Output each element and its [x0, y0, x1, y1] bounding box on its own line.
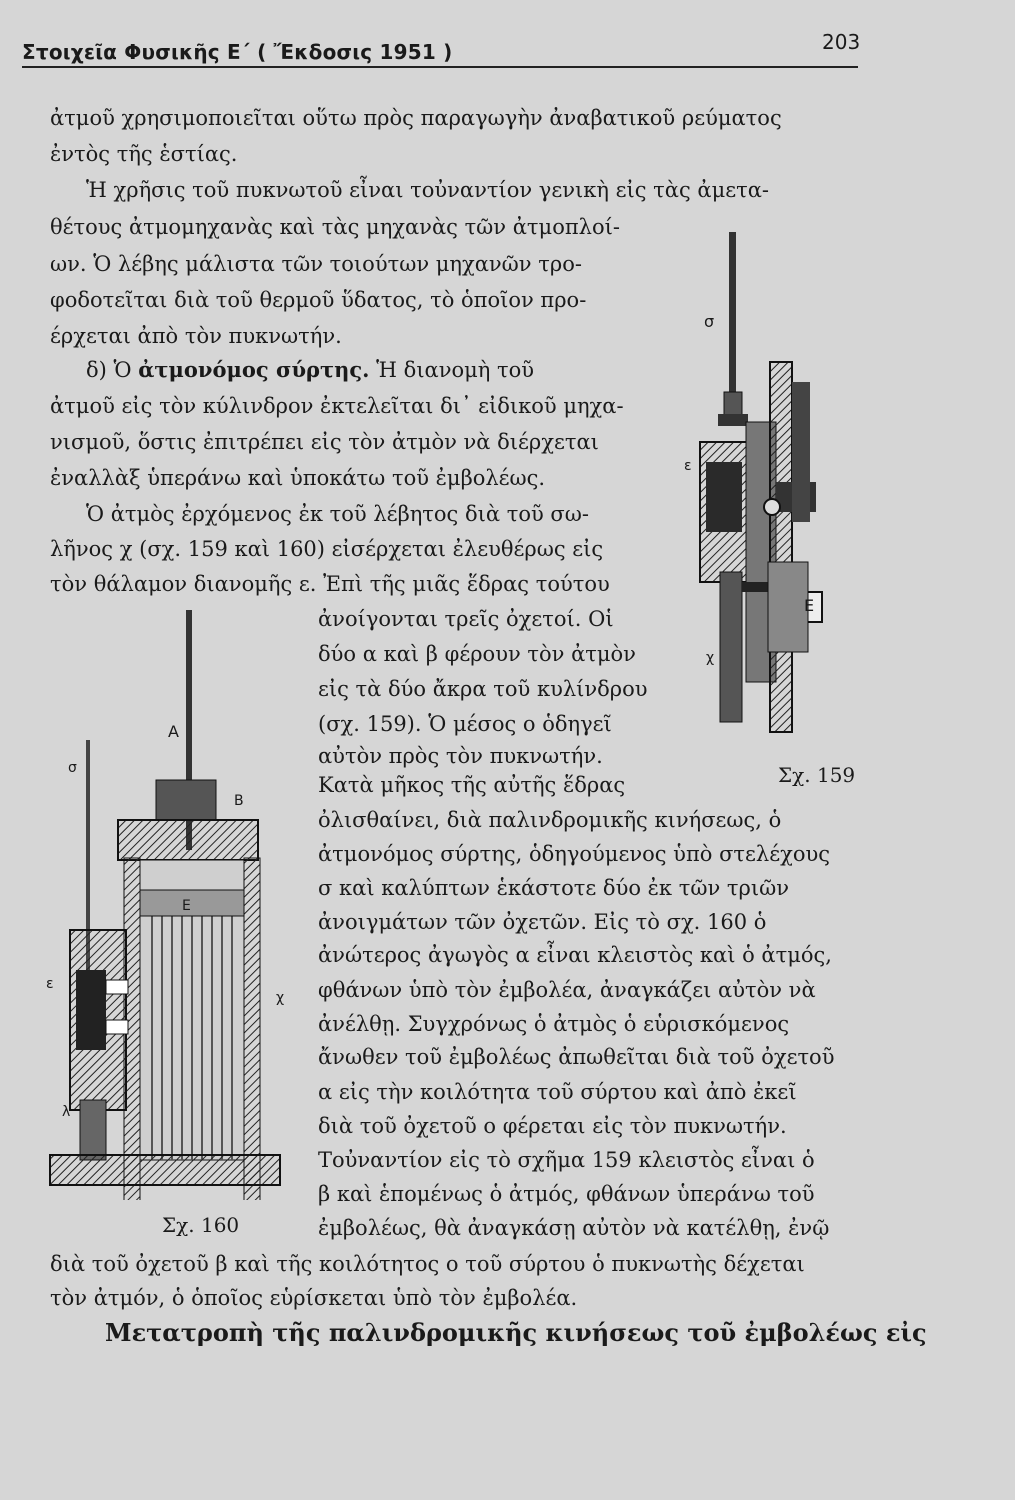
text-line: διὰ τοῦ ὀχετοῦ β καὶ τῆς κοιλότητος ο τοῦ σύρτου ὁ πυκνωτὴς δέχεται: [50, 1252, 805, 1276]
text-line: τὸν ἀτμόν, ὁ ὁποῖος εὑρίσκεται ὑπὸ τὸν ἐμβολέα.: [50, 1286, 578, 1310]
label-sigma: σ: [704, 312, 715, 331]
text-line: ἐντὸς τῆς ἑστίας.: [50, 142, 238, 166]
text-line: εἰς τὰ δύο ἄκρα τοῦ κυλίνδρου: [318, 677, 648, 701]
text-line: ἀνέλθῃ. Συγχρόνως ὁ ἀτμὸς ὁ εὑρισκόμενος: [318, 1012, 790, 1036]
text-line: Ὁ ἀτμὸς ἐρχόμενος ἐκ τοῦ λέβητος διὰ τοῦ σω-: [86, 502, 589, 526]
running-title: Στοιχεῖα Φυσικῆς Ε΄ ( Ἔκδοσις 1951 ): [22, 40, 453, 64]
text-line: β καὶ ἑπομένως ὁ ἀτμός, φθάνων ὑπεράνω τοῦ: [318, 1182, 815, 1206]
text-line: Τοὐναντίον εἰς τὸ σχῆμα 159 κλειστὸς εἶναι ὁ: [318, 1148, 815, 1172]
cylinder-illustration: [40, 600, 300, 1200]
text-line: ἀνοίγονται τρεῖς ὀχετοί. Οἱ: [318, 607, 614, 631]
label-epsilon: ε: [46, 976, 54, 992]
text-line: φθάνων ὑπὸ τὸν ἐμβολέα, ἀναγκάζει αὐτὸν νὰ: [318, 978, 816, 1002]
label-x: χ: [276, 990, 285, 1006]
figure-159-caption: Σχ. 159: [778, 763, 856, 787]
text-line: θέτους ἀτμομηχανὰς καὶ τὰς μηχανὰς τῶν ἀτμοπλοί-: [50, 215, 620, 239]
text-line: ὀλισθαίνει, διὰ παλινδρομικῆς κινήσεως, ὁ: [318, 808, 782, 832]
page-number: 203: [822, 30, 861, 54]
text-line: ων. Ὁ λέβης μάλιστα τῶν τοιούτων μηχανῶν τρο-: [50, 252, 582, 276]
text-line: ἐμβολέως, θὰ ἀναγκάσῃ αὐτὸν νὰ κατέλθῃ, ἐνῷ: [318, 1216, 830, 1240]
text-line: ἀτμονόμος σύρτης, ὁδηγούμενος ὑπὸ στελέχους: [318, 842, 830, 866]
label-A: Α: [168, 722, 179, 741]
section-heading: Μετατροπὴ τῆς παλινδρομικῆς κινήσεως τοῦ ἐμβολέως εἰς: [105, 1318, 927, 1347]
text-line: αὐτὸν πρὸς τὸν πυκνωτήν.: [318, 744, 603, 768]
text-line: (σχ. 159). Ὁ μέσος ο ὁδηγεῖ: [318, 712, 612, 736]
text-line: έρχεται ἀπὸ τὸν πυκνωτήν.: [50, 324, 342, 348]
label-chi: χ: [706, 650, 715, 666]
text-line: α εἰς τὴν κοιλότητα τοῦ σύρτου καὶ ἀπὸ ἐκεῖ: [318, 1080, 797, 1104]
text-line: φοδοτεῖται διὰ τοῦ θερμοῦ ὕδατος, τὸ ὁποῖον προ-: [50, 288, 587, 312]
header-rule: [22, 66, 858, 68]
text-line: λῆνος χ (σχ. 159 καὶ 160) εἰσέρχεται ἐλευθέρως εἰς: [50, 537, 604, 561]
label-E: E: [804, 596, 815, 615]
text-line: ἀνοιγμάτων τῶν ὀχετῶν. Εἰς τὸ σχ. 160 ὁ: [318, 910, 767, 934]
label-lambda: λ: [62, 1104, 71, 1120]
text-line: ἀτμοῦ χρησιμοποιεῖται οὕτω πρὸς παραγωγὴν ἀναβατικοῦ ρεύματος: [50, 106, 782, 130]
text-line: τὸν θάλαμον διανομῆς ε. Ἐπὶ τῆς μιᾶς ἕδρας τούτου: [50, 572, 610, 596]
text-line: δύο α καὶ β φέρουν τὸν ἀτμὸν: [318, 642, 636, 666]
text-line: νισμοῦ, ὅστις ἐπιτρέπει εἰς τὸν ἀτμὸν νὰ διέρχεται: [50, 430, 599, 454]
label-sigma: σ: [68, 760, 77, 776]
text-line: ἄνωθεν τοῦ ἐμβολέως ἀπωθεῖται διὰ τοῦ ὀχετοῦ: [318, 1045, 835, 1069]
label-B: Β: [234, 793, 244, 809]
section-d-prefix: δ) Ὁ: [86, 358, 139, 382]
section-d-term: ἀτμονόμος σύρτης.: [138, 357, 370, 382]
text-line: Κατὰ μῆκος τῆς αὐτῆς ἕδρας: [318, 773, 626, 797]
label-epsilon: ε: [684, 458, 692, 474]
section-d-suffix: Ἡ διανομὴ τοῦ: [369, 358, 535, 382]
label-E: Ε: [182, 898, 191, 914]
figure-160-caption: Σχ. 160: [162, 1213, 240, 1237]
text-line: διὰ τοῦ ὀχετοῦ ο φέρεται εἰς τὸν πυκνωτήν.: [318, 1114, 787, 1138]
text-line: σ καὶ καλύπτων ἑκάστοτε δύο ἐκ τῶν τριῶν: [318, 876, 790, 900]
text-line: ἐναλλὰξ ὑπεράνω καὶ ὑποκάτω τοῦ ἐμβολέως.: [50, 466, 546, 490]
text-line: ἀτμοῦ εἰς τὸν κύλινδρον ἐκτελεῖται δι᾽ εἰδικοῦ μηχα-: [50, 394, 624, 418]
section-d-line: [86, 356, 534, 384]
text-line: ἀνώτερος ἀγωγὸς α εἶναι κλειστὸς καὶ ὁ ἀτμός,: [318, 943, 832, 967]
text-line: Ἡ χρῆσις τοῦ πυκνωτοῦ εἶναι τοὐναντίον γενικὴ εἰς τὰς ἀμετα-: [86, 178, 770, 202]
